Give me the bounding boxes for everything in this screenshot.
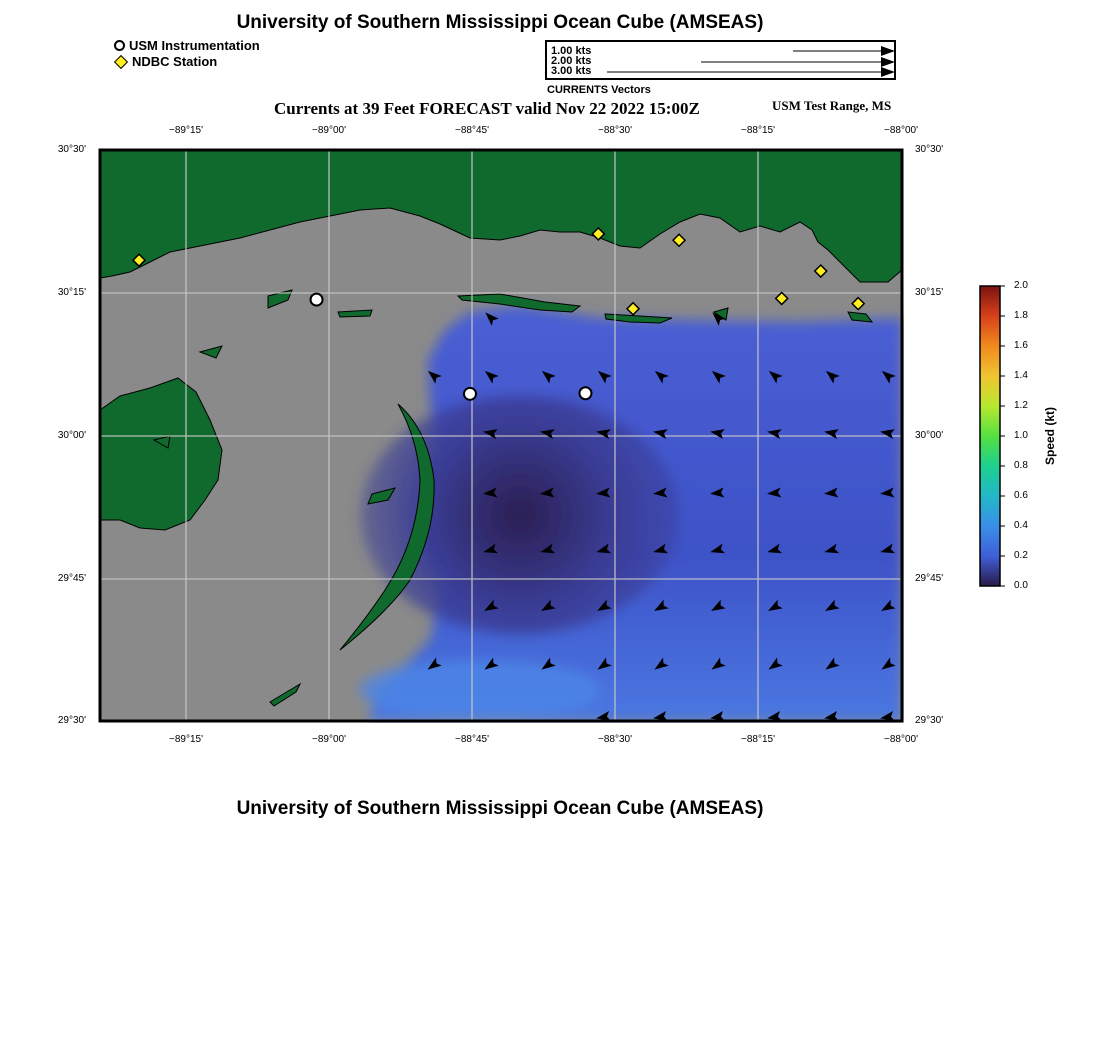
footer-title: University of Southern Mississippi Ocean Cube (AMSEAS) (236, 798, 764, 819)
colorbar-label: 1.4 (1014, 370, 1028, 381)
colorbar-label: 0.8 (1014, 460, 1028, 471)
slow-current-core (360, 395, 680, 635)
vector-legend-row-2: 2.00 kts (551, 55, 592, 67)
left-tick-label: 30°00' (57, 430, 86, 441)
bottom-tick-label: −88°30' (598, 734, 632, 745)
bottom-tick-label: −88°45' (455, 734, 489, 745)
ndbc-diamond-icon (114, 54, 128, 68)
legend-usm-row (114, 38, 260, 53)
vector-legend-row-3: 3.00 kts (551, 65, 592, 77)
forecast-subtitle: Currents at 39 Feet FORECAST valid Nov 22 2022 15:00Z (274, 99, 700, 118)
right-tick-label: 30°15' (915, 287, 944, 298)
right-tick-label: 30°00' (915, 430, 944, 441)
bottom-tick-label: −89°00' (312, 734, 346, 745)
vector-legend (545, 40, 896, 80)
left-tick-label: 29°45' (57, 573, 86, 584)
legend-ndbc-label: NDBC Station (132, 54, 218, 69)
top-tick-label: −88°30' (598, 125, 632, 136)
currents-map (98, 148, 904, 723)
top-tick-label: −88°45' (455, 125, 489, 136)
usm-instrument-marker (579, 387, 591, 399)
colorbar-label: 0.6 (1014, 490, 1028, 501)
usm-instrument-marker (464, 388, 476, 400)
vector-legend-caption: CURRENTS Vectors (547, 84, 651, 96)
left-tick-label: 29°30' (57, 715, 86, 726)
top-tick-label: −88°00' (884, 125, 918, 136)
speed-colorbar (978, 284, 1006, 590)
legend-ndbc-row (114, 54, 260, 69)
usm-instrument-marker (311, 294, 323, 306)
colorbar-label: 1.8 (1014, 310, 1028, 321)
left-tick-label: 30°30' (57, 144, 86, 155)
colorbar-title: Speed (kt) (1043, 406, 1057, 466)
right-tick-label: 30°30' (915, 144, 944, 155)
colorbar-ramp (980, 286, 1000, 586)
bottom-tick-label: −89°15' (169, 734, 203, 745)
colorbar-label: 1.0 (1014, 430, 1028, 441)
colorbar-label: 0.2 (1014, 550, 1028, 561)
legend-arrow-1kt (793, 46, 895, 56)
map-title: University of Southern Mississippi Ocean Cube (AMSEAS) (236, 12, 764, 33)
right-tick-label: 29°45' (915, 573, 944, 584)
right-tick-label: 29°30' (915, 715, 944, 726)
colorbar-label: 0.4 (1014, 520, 1028, 531)
colorbar-label: 2.0 (1014, 280, 1028, 291)
speed-field (360, 306, 902, 721)
colorbar-label: 1.2 (1014, 400, 1028, 411)
vector-legend-row-1: 1.00 kts (551, 45, 592, 57)
bottom-tick-label: −88°15' (741, 734, 775, 745)
vector-legend-arrows (547, 42, 898, 82)
legend-arrow-2kt (701, 57, 895, 67)
top-tick-label: −89°15' (169, 125, 203, 136)
bottom-tick-label: −88°00' (884, 734, 918, 745)
legend-usm-label: USM Instrumentation (129, 38, 260, 53)
test-range-label: USM Test Range, MS (772, 98, 892, 113)
colorbar-label: 0.0 (1014, 580, 1028, 591)
legend-arrow-3kt (607, 67, 895, 77)
usm-circle-icon (114, 40, 125, 51)
top-tick-label: −88°15' (741, 125, 775, 136)
faster-current-south (360, 660, 600, 720)
left-tick-label: 30°15' (57, 287, 86, 298)
colorbar-label: 1.6 (1014, 340, 1028, 351)
top-tick-label: −89°00' (312, 125, 346, 136)
marker-legend (114, 38, 260, 69)
